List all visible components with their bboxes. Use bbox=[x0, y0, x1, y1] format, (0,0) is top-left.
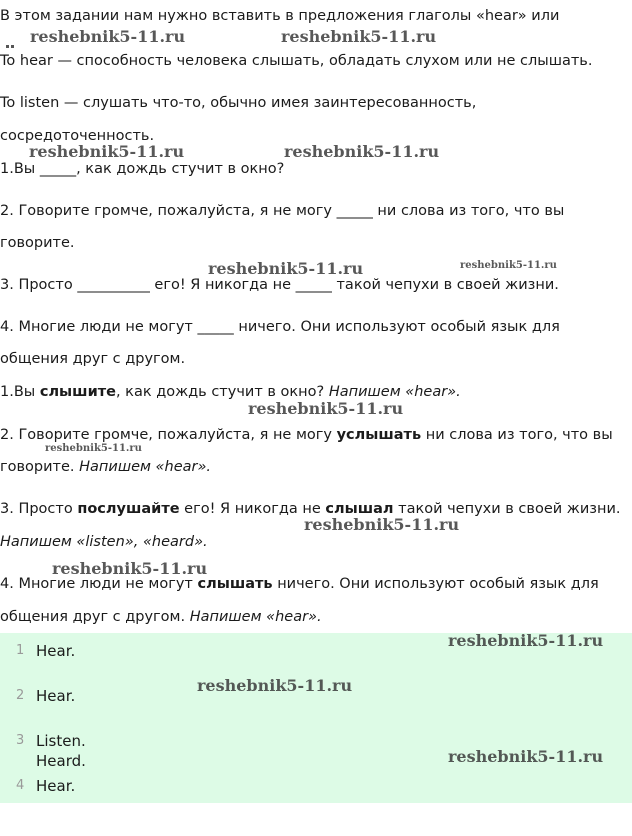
watermark: reshebnik5-11.ru bbox=[45, 443, 142, 454]
answer-number: 2 bbox=[16, 688, 25, 703]
solution-2-line-2: говорите. Напишем «hear». bbox=[0, 459, 212, 475]
solution-4-line-1: 4. Многие люди не могут слышать ничего. Они используют особый язык для bbox=[0, 576, 599, 592]
task-4-line-1: 4. Многие люди не могут _____ ничего. Они используют особый язык для bbox=[0, 319, 560, 335]
watermark: reshebnik5-11.ru bbox=[248, 399, 404, 418]
solution-2-line-1: 2. Говорите громче, пожалуйста, я не могу услышать ни слова из того, что вы bbox=[0, 427, 613, 443]
solution-1: 1.Вы слышите, как дождь стучит в окно? Напишем «hear». bbox=[0, 384, 461, 400]
answer-number: 3 bbox=[16, 733, 25, 748]
watermark: reshebnik5-11.ru bbox=[208, 259, 364, 278]
solution-4-line-2: общения друг с другом. Напишем «hear». bbox=[0, 609, 322, 625]
watermark: reshebnik5-11.ru bbox=[448, 747, 604, 766]
watermark: reshebnik5-11.ru bbox=[284, 142, 440, 161]
task-4-line-2: общения друг с другом. bbox=[0, 351, 186, 367]
watermark: reshebnik5-11.ru bbox=[197, 676, 353, 695]
solution-3-line-2: Напишем «listen», «heard». bbox=[0, 534, 208, 550]
task-3: 3. Просто __________ его! Я никогда не _____ такой чепухи в своей жизни. bbox=[0, 277, 559, 293]
answer-text: Hear. bbox=[36, 687, 76, 705]
watermark: reshebnik5-11.ru bbox=[448, 631, 604, 650]
answer-text: Listen. Heard. bbox=[36, 732, 86, 770]
task-2-line-2: говорите. bbox=[0, 235, 75, 251]
answer-number: 1 bbox=[16, 643, 25, 658]
task-1: 1.Вы _____, как дождь стучит в окно? bbox=[0, 161, 285, 177]
ellipsis-dots bbox=[6, 36, 16, 39]
watermark: reshebnik5-11.ru bbox=[304, 515, 460, 534]
watermark: reshebnik5-11.ru bbox=[281, 27, 437, 46]
intro-line-3: To listen — слушать что-то, обычно имея заинтересованность, bbox=[0, 95, 477, 111]
watermark: reshebnik5-11.ru bbox=[460, 260, 557, 271]
watermark: reshebnik5-11.ru bbox=[30, 27, 186, 46]
solution-3-line-1: 3. Просто послушайте его! Я никогда не слышал такой чепухи в своей жизни. bbox=[0, 501, 621, 517]
task-2-line-1: 2. Говорите громче, пожалуйста, я не могу _____ ни слова из того, что вы bbox=[0, 203, 565, 219]
answer-text: Hear. bbox=[36, 642, 76, 660]
answer-block bbox=[0, 633, 632, 803]
answer-number: 4 bbox=[16, 778, 25, 793]
watermark: reshebnik5-11.ru bbox=[29, 142, 185, 161]
intro-line-4: сосредоточенность. bbox=[0, 128, 155, 144]
answer-text: Hear. bbox=[36, 777, 76, 795]
intro-line-1: В этом задании нам нужно вставить в предложения глаголы «hear» или bbox=[0, 8, 560, 24]
intro-line-2: To hear — способность человека слышать, обладать слухом или не слышать. bbox=[0, 53, 593, 69]
watermark: reshebnik5-11.ru bbox=[52, 559, 208, 578]
